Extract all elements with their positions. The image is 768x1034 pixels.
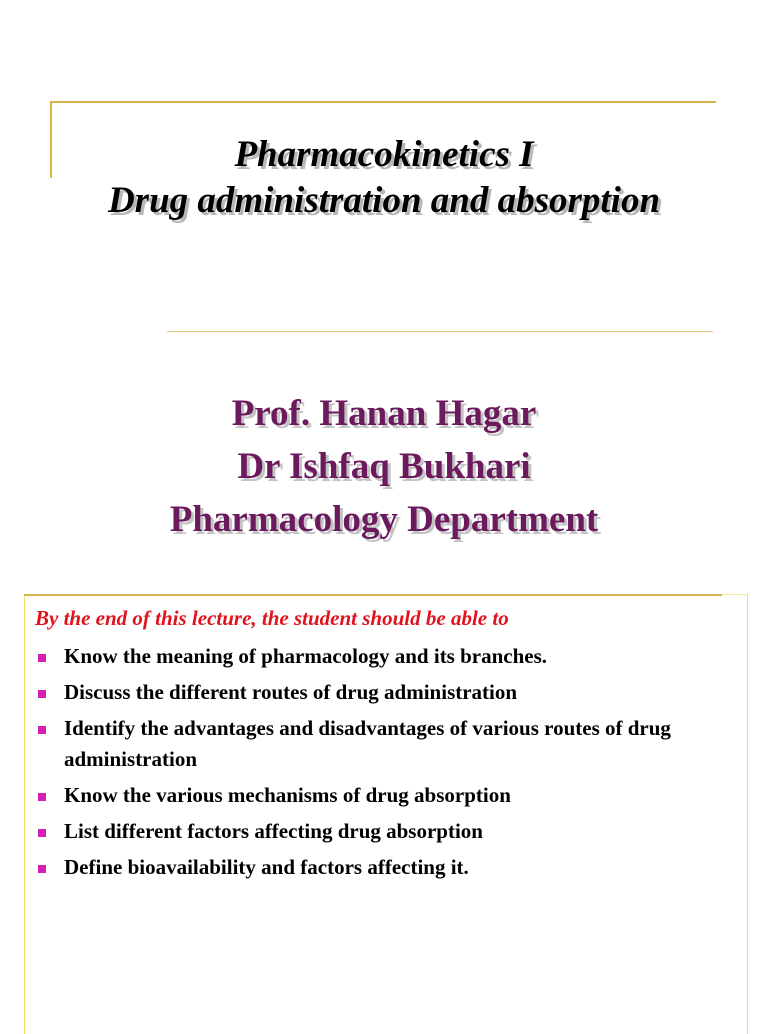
square-bullet-icon (38, 865, 46, 873)
square-bullet-icon (38, 829, 46, 837)
square-bullet-icon (38, 690, 46, 698)
title-divider-rule (167, 331, 713, 332)
title-line-2: Drug administration and absorption (107, 180, 661, 221)
objective-text: Discuss the different routes of drug administration (64, 680, 518, 704)
objective-item (35, 677, 735, 708)
objectives-list (35, 641, 735, 888)
objective-item (35, 713, 735, 775)
author-block (0, 387, 768, 546)
author-line-3: Pharmacology Department (169, 499, 599, 540)
objective-text: Identify the advantages and disadvantages of various routes of drug administration (64, 716, 671, 771)
square-bullet-icon (38, 726, 46, 734)
square-bullet-icon (38, 654, 46, 662)
author-line-1: Prof. Hanan Hagar (231, 393, 537, 434)
title-line-1: Pharmacokinetics I (234, 134, 534, 175)
author-line-2: Dr Ishfaq Bukhari (237, 446, 531, 487)
slide-title (0, 132, 768, 224)
objective-item (35, 816, 735, 847)
objective-item (35, 780, 735, 811)
square-bullet-icon (38, 793, 46, 801)
objective-item (35, 852, 735, 883)
objective-text: Know the meaning of pharmacology and its branches. (64, 644, 548, 668)
objective-item (35, 641, 735, 672)
objective-text: List different factors affecting drug absorption (64, 819, 483, 843)
objectives-intro: By the end of this lecture, the student should be able to (35, 606, 509, 630)
title-top-rule (51, 101, 716, 103)
objective-text: Know the various mechanisms of drug absorption (64, 783, 511, 807)
objective-text: Define bioavailability and factors affecting it. (64, 855, 469, 879)
objectives-top-rule (24, 594, 722, 596)
